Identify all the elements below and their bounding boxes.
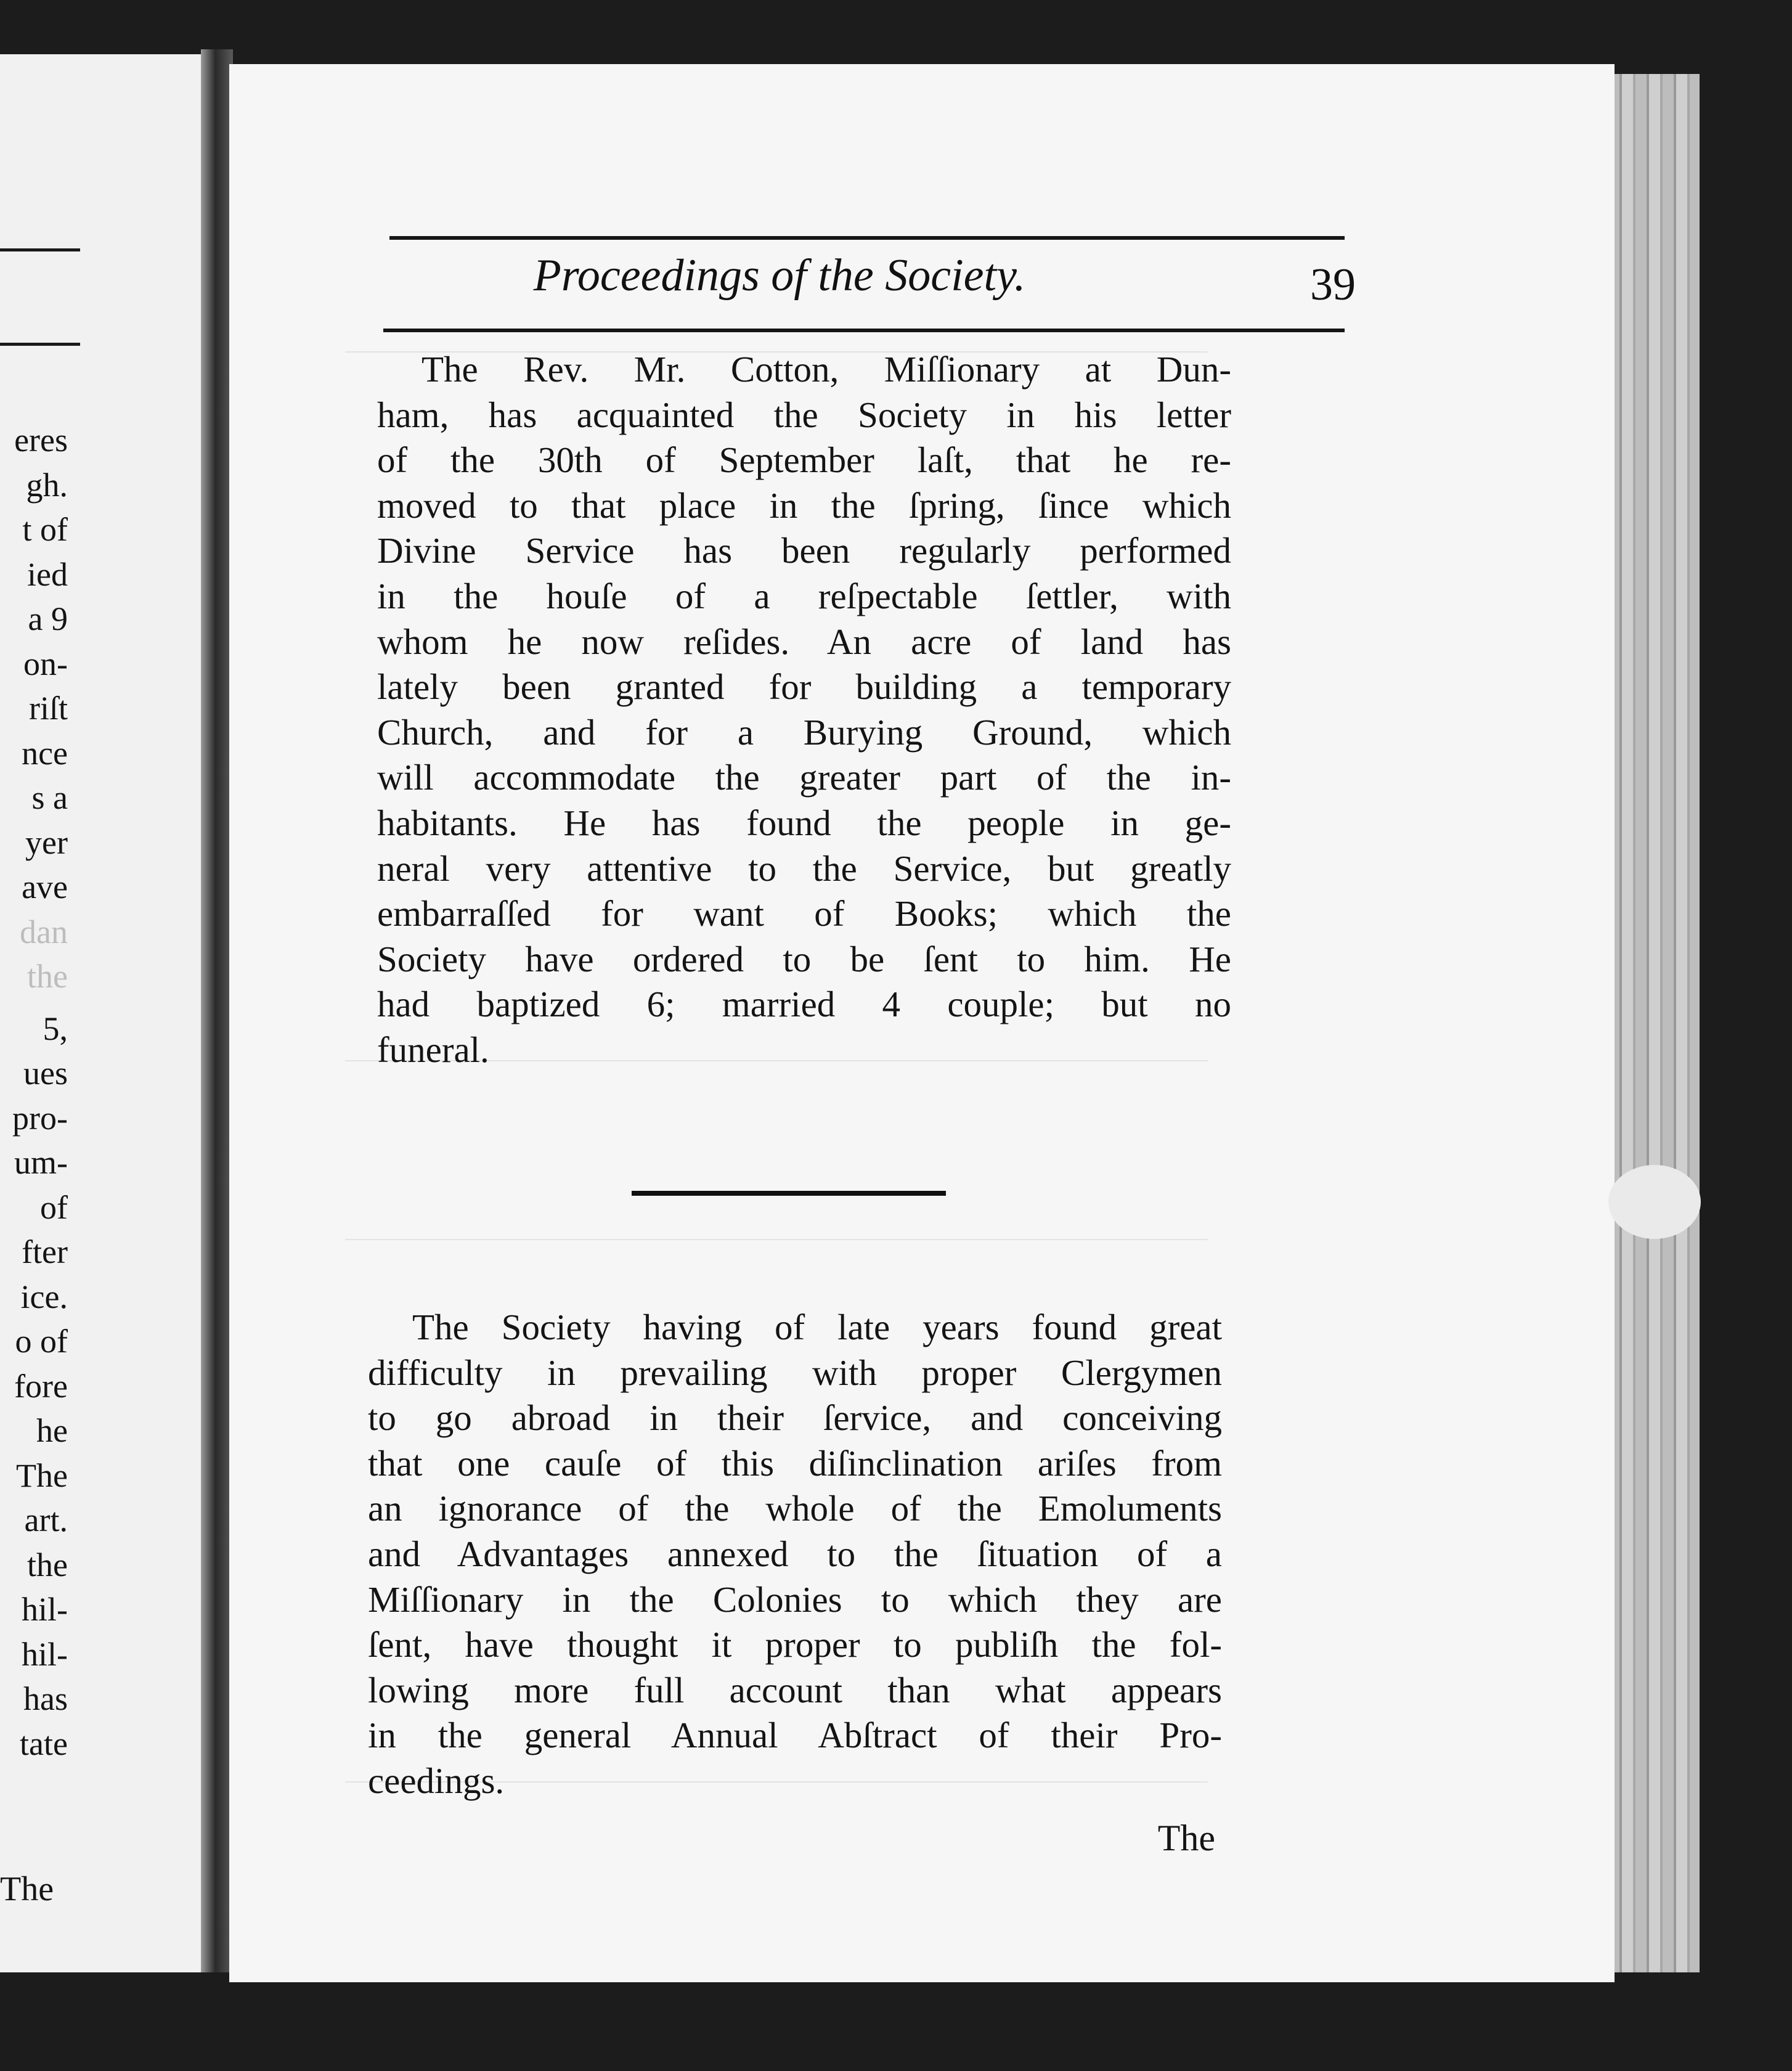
text-line: The Rev. Mr. Cotton, Miſſionary at Dun-	[422, 349, 1231, 390]
left-page-fragment: the	[27, 1546, 68, 1583]
left-page-fragment: art.	[24, 1501, 68, 1538]
paragraph-cotton-dunham	[377, 347, 1231, 1073]
text-line: that one cauſe of this diſinclination ariſes from	[368, 1442, 1222, 1484]
text-line: lately been granted for building a temporary	[377, 666, 1231, 708]
left-page-rule	[0, 343, 80, 346]
left-page-fragment: dan	[20, 913, 68, 950]
text-line: of the 30th of September laſt, that he re-	[377, 439, 1231, 481]
text-line: Society have ordered to be ſent to him. He	[377, 938, 1231, 979]
left-page-fragment: t of	[22, 511, 68, 548]
text-line: in the houſe of a reſpectable ſettler, with	[377, 575, 1231, 616]
left-page-fragment: eres	[14, 422, 68, 459]
left-page-fragment: ice.	[20, 1278, 68, 1315]
left-page-fragment: the	[27, 958, 68, 995]
text-line: ham, has acquainted the Society in his letter	[377, 394, 1231, 435]
left-page-fragment: yer	[25, 823, 68, 861]
text-line: Church, and for a Burying Ground, which	[377, 711, 1231, 753]
left-page-fragment: The	[16, 1456, 68, 1494]
text-line: an ignorance of the whole of the Emoluments	[368, 1488, 1222, 1529]
left-page-fragment: fter	[22, 1233, 68, 1270]
left-page-fragment: nce	[22, 734, 68, 772]
header-top-rule	[389, 236, 1345, 240]
facing-left-page	[0, 54, 208, 1972]
text-line: in the general Annual Abſtract of their Pro-	[368, 1715, 1222, 1756]
text-line: will accommodate the greater part of the in-	[377, 757, 1231, 798]
left-page-fragment: o of	[15, 1323, 68, 1360]
left-page-fragment: hil-	[22, 1635, 68, 1673]
text-line: whom he now reſides. An acre of land has	[377, 621, 1231, 662]
text-line: to go abroad in their ſervice, and conceiving	[368, 1397, 1222, 1439]
text-line: ceedings.	[368, 1760, 505, 1801]
section-divider-rule	[632, 1191, 946, 1196]
left-page-fragment: pro-	[12, 1099, 68, 1137]
header-bottom-rule	[383, 329, 1345, 332]
running-head: Proceedings of the Society.	[533, 250, 1026, 301]
text-line: neral very attentive to the Service, but greatly	[377, 848, 1231, 889]
book-gutter	[201, 49, 233, 1972]
paragraph-society-emoluments	[368, 1305, 1222, 1804]
left-page-fragment: ave	[22, 868, 68, 905]
page-number: 39	[1310, 259, 1356, 310]
left-page-catchword: The	[0, 1870, 54, 1908]
left-page-fragment: a 9	[28, 600, 68, 637]
left-page-fragment: hil-	[22, 1591, 68, 1628]
left-page-fragment: has	[23, 1680, 68, 1717]
text-line: Divine Service has been regularly performed	[377, 530, 1231, 571]
left-page-fragment: gh.	[26, 466, 68, 504]
text-line: lowing more full account than what appears	[368, 1669, 1222, 1710]
catchword: The	[1157, 1818, 1215, 1858]
text-line: ſent, have thought it proper to publiſh the fol-	[368, 1624, 1222, 1665]
left-page-fragment: um-	[14, 1144, 68, 1181]
text-line: The Society having of late years found great	[412, 1307, 1222, 1347]
left-page-rule	[0, 248, 80, 251]
left-page-fragment: ues	[23, 1055, 68, 1092]
left-page-fragment: ied	[27, 555, 68, 593]
text-line: habitants. He has found the people in ge-	[377, 802, 1231, 843]
left-page-fragment: of	[40, 1188, 68, 1226]
left-page-fragment: fore	[14, 1367, 68, 1405]
text-line: embarraſſed for want of Books; which the	[377, 893, 1231, 934]
show-through-line	[345, 1239, 1208, 1240]
text-line: difficulty in prevailing with proper Clergymen	[368, 1352, 1222, 1393]
text-line: had baptized 6; married 4 couple; but no	[377, 984, 1231, 1025]
left-page-fragment: tate	[20, 1725, 68, 1762]
text-line: and Advantages annexed to the ſituation of a	[368, 1533, 1222, 1574]
left-page-fragment: 5,	[43, 1010, 68, 1047]
paper-damage-spot	[1608, 1165, 1701, 1239]
left-page-fragment: riſt	[29, 690, 68, 727]
left-page-fragment: he	[36, 1412, 68, 1449]
text-line: funeral.	[377, 1029, 489, 1070]
left-page-fragment: s a	[31, 779, 68, 816]
text-line: Miſſionary in the Colonies to which they are	[368, 1579, 1222, 1620]
left-page-fragment: on-	[23, 645, 68, 682]
text-line: moved to that place in the ſpring, ſince which	[377, 484, 1231, 526]
